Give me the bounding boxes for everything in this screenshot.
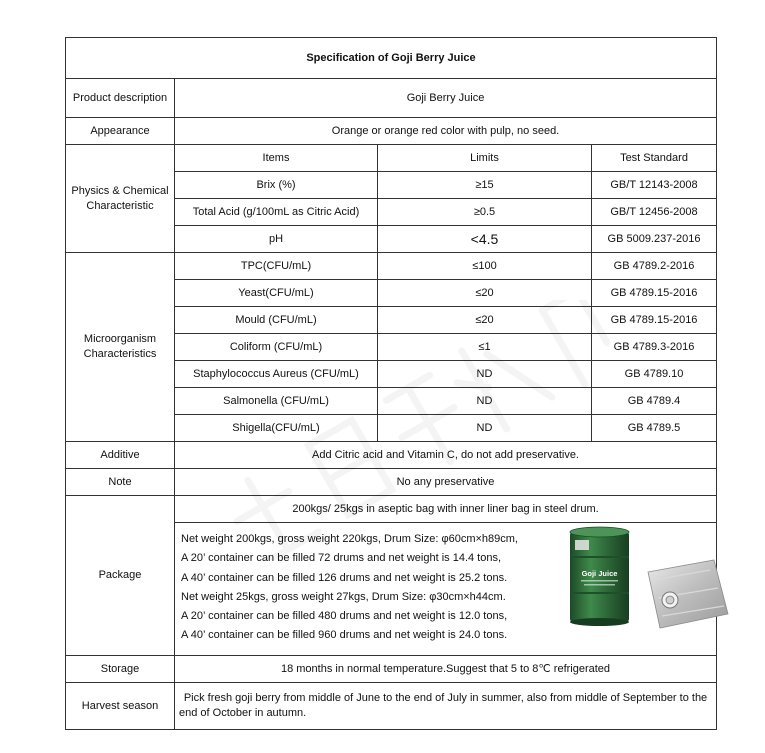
micro-item: Coliform (CFU/mL): [175, 334, 378, 361]
micro-standard: GB 4789.3-2016: [592, 334, 717, 361]
physics-limit: <4.5: [378, 226, 592, 253]
physics-item: pH: [175, 226, 378, 253]
physics-label: Physics & Chemical Characteristic: [66, 145, 175, 253]
micro-item: Yeast(CFU/mL): [175, 280, 378, 307]
micro-limit: ≤100: [378, 253, 592, 280]
storage-value: 18 months in normal temperature.Suggest that 5 to 8℃ refrigerated: [175, 656, 717, 683]
micro-item: Salmonella (CFU/mL): [175, 388, 378, 415]
product-description-label: Product description: [66, 79, 175, 118]
header-limits: Limits: [378, 145, 592, 172]
micro-limit: ND: [378, 361, 592, 388]
appearance-label: Appearance: [66, 118, 175, 145]
package-label: Package: [66, 496, 175, 656]
header-items: Items: [175, 145, 378, 172]
package-line: A 40’ container can be filled 960 drums and net weight is 24.0 tons.: [181, 629, 508, 642]
physics-limit: ≥0.5: [378, 199, 592, 226]
micro-limit: ≤20: [378, 280, 592, 307]
micro-limit: ND: [378, 415, 592, 442]
note-label: Note: [66, 469, 175, 496]
storage-label: Storage: [66, 656, 175, 683]
physics-standard: GB/T 12456-2008: [592, 199, 717, 226]
micro-standard: GB 4789.4: [592, 388, 717, 415]
micro-standard: GB 4789.2-2016: [592, 253, 717, 280]
micro-item: Mould (CFU/mL): [175, 307, 378, 334]
micro-limit: ≤20: [378, 307, 592, 334]
package-line: A 40’ container can be filled 126 drums and net weight is 25.2 tons.: [181, 571, 508, 584]
micro-label: Microorganism Characteristics: [66, 253, 175, 442]
physics-item: Total Acid (g/100mL as Citric Acid): [175, 199, 378, 226]
package-line: Net weight 200kgs, gross weight 220kgs, Drum Size: φ60cm×h89cm,: [181, 533, 518, 545]
product-description-value: Goji Berry Juice: [175, 79, 717, 118]
package-lines: [181, 530, 518, 646]
spec-table: [65, 37, 717, 730]
package-line-1: 200kgs/ 25kgs in aseptic bag with inner liner bag in steel drum.: [175, 496, 717, 523]
additive-value: Add Citric acid and Vitamin C, do not add preservative.: [175, 442, 717, 469]
note-value: No any preservative: [175, 469, 717, 496]
micro-standard: GB 4789.5: [592, 415, 717, 442]
aseptic-bag-image: [644, 558, 730, 630]
harvest-label: Harvest season: [66, 683, 175, 730]
package-details: [175, 523, 717, 656]
micro-limit: ND: [378, 388, 592, 415]
additive-label: Additive: [66, 442, 175, 469]
steel-drum-image: [567, 526, 632, 628]
package-line: A 20’ container can be filled 72 drums and net weight is 14.4 tons,: [181, 552, 502, 565]
physics-limit: ≥15: [378, 172, 592, 199]
physics-standard: GB 5009.237-2016: [592, 226, 717, 253]
harvest-value: Pick fresh goji berry from middle of June to the end of July in summer, also from middle of September to the end of October in autumn.: [175, 683, 717, 730]
appearance-value: Orange or orange red color with pulp, no seed.: [175, 118, 717, 145]
micro-standard: GB 4789.15-2016: [592, 280, 717, 307]
header-standard: Test Standard: [592, 145, 717, 172]
package-line: Net weight 25kgs, gross weight 27kgs, Drum Size: φ30cm×h44cm.: [181, 590, 506, 603]
table-title: Specification of Goji Berry Juice: [66, 38, 717, 79]
package-line: A 20’ container can be filled 480 drums and net weight is 12.0 tons,: [181, 610, 508, 623]
drum-label: Goji Juice: [581, 569, 618, 578]
table-row: [66, 253, 717, 280]
physics-item: Brix (%): [175, 172, 378, 199]
micro-standard: GB 4789.10: [592, 361, 717, 388]
micro-item: TPC(CFU/mL): [175, 253, 378, 280]
micro-item: Shigella(CFU/mL): [175, 415, 378, 442]
micro-limit: ≤1: [378, 334, 592, 361]
micro-item: Staphylococcus Aureus (CFU/mL): [175, 361, 378, 388]
micro-standard: GB 4789.15-2016: [592, 307, 717, 334]
physics-standard: GB/T 12143-2008: [592, 172, 717, 199]
